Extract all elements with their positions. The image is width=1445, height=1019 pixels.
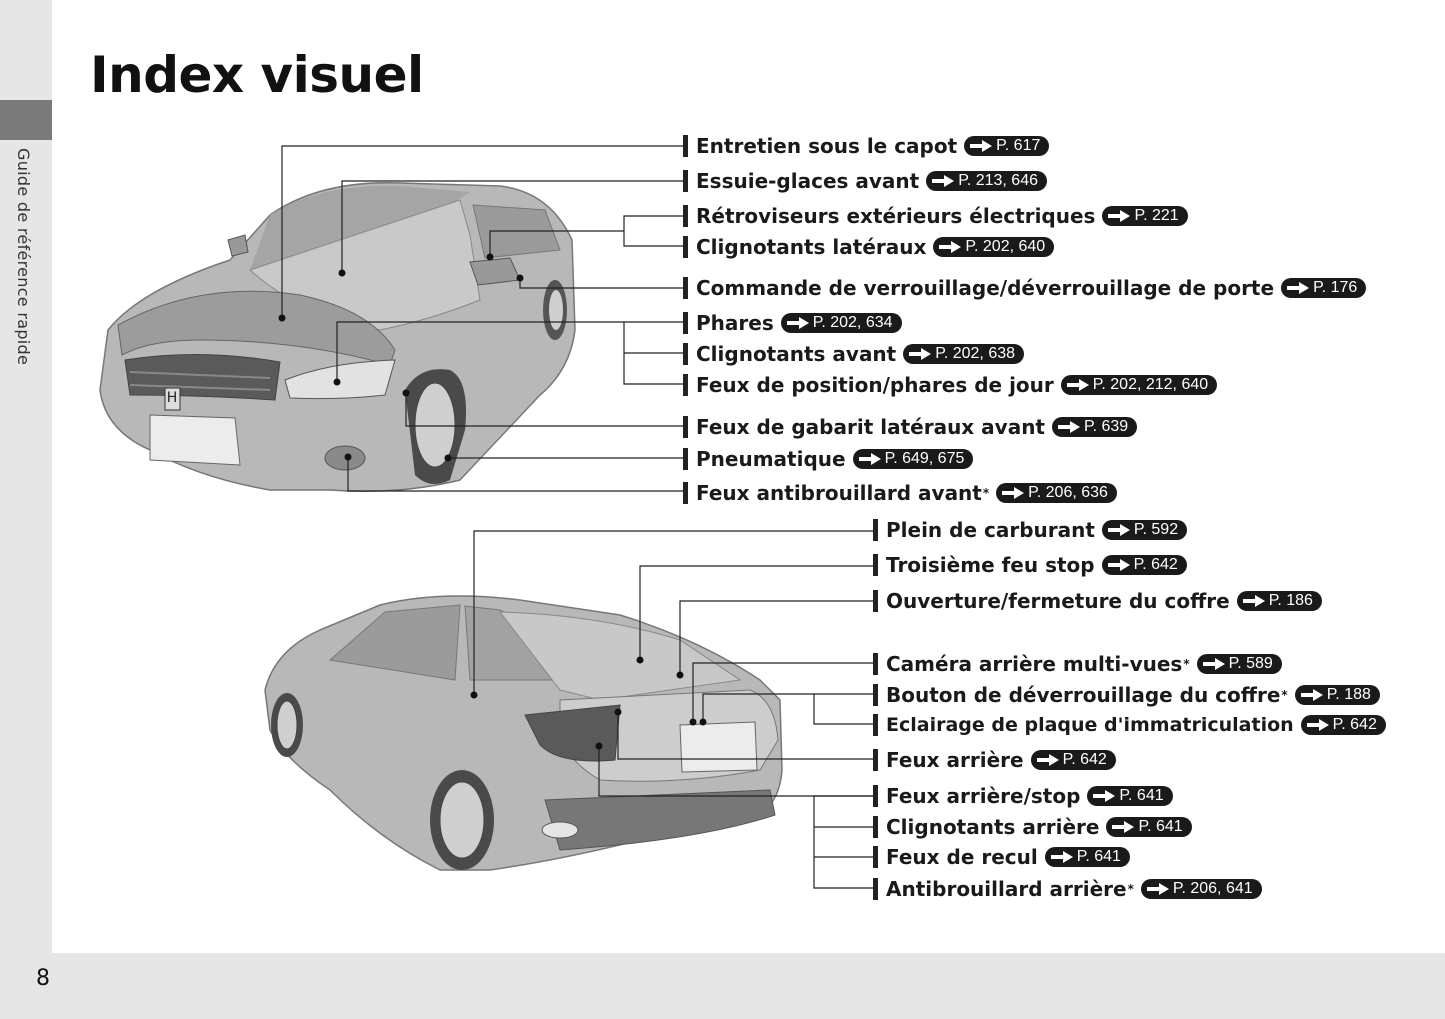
arrow-right-icon — [786, 316, 810, 330]
page-reference-text: P. 206, 641 — [1172, 880, 1253, 897]
label-text: Phares — [696, 311, 774, 335]
label-text: Plein de carburant — [886, 518, 1095, 542]
arrow-right-icon — [1202, 657, 1226, 671]
page-reference-link[interactable] — [996, 483, 1117, 503]
page-reference-text: P. 617 — [996, 137, 1041, 154]
label-bar — [683, 343, 688, 365]
page-reference-text: P. 206, 636 — [1028, 484, 1108, 501]
label-headlights[interactable] — [683, 310, 902, 336]
arrow-right-icon — [969, 139, 993, 153]
optional-asterisk: * — [1183, 657, 1190, 671]
label-rear-turn-signals[interactable] — [873, 814, 1192, 840]
label-rear-brake-lights[interactable] — [873, 783, 1173, 809]
label-text: Troisième feu stop — [886, 553, 1095, 577]
label-power-mirrors[interactable] — [683, 203, 1188, 229]
label-bar — [873, 714, 878, 736]
label-license-plate-light[interactable] — [873, 712, 1386, 738]
label-bar — [873, 785, 878, 807]
label-text: Clignotants latéraux — [696, 235, 927, 259]
page-reference-text: P. 202, 634 — [812, 314, 893, 331]
label-text: Entretien sous le capot — [696, 134, 958, 158]
rear-car-illustration — [265, 596, 782, 870]
label-front-wipers[interactable] — [683, 168, 1047, 194]
label-text: Clignotants arrière — [886, 815, 1100, 839]
label-refueling[interactable] — [873, 517, 1187, 543]
arrow-right-icon — [1107, 209, 1131, 223]
label-text: Feux de recul — [886, 845, 1038, 869]
page-reference-link[interactable] — [1102, 555, 1187, 575]
page-reference-link[interactable] — [1295, 685, 1380, 705]
label-bar — [683, 277, 688, 299]
label-bar — [873, 590, 878, 612]
label-side-turn-signals[interactable] — [683, 234, 1054, 260]
label-bar — [683, 448, 688, 470]
page-reference-link[interactable] — [1045, 847, 1130, 867]
page-reference-link[interactable] — [933, 237, 1054, 257]
page-reference-text: P. 639 — [1084, 418, 1129, 435]
label-bar — [873, 684, 878, 706]
optional-asterisk: * — [1127, 882, 1134, 896]
page-reference-link[interactable] — [1087, 786, 1172, 806]
label-front-fog-lights[interactable] — [683, 480, 1117, 506]
page-reference-link[interactable] — [1301, 715, 1386, 735]
label-bar — [683, 312, 688, 334]
label-rear-camera[interactable] — [873, 651, 1282, 677]
label-bar — [683, 416, 688, 438]
label-reverse-lights[interactable] — [873, 844, 1130, 870]
arrow-right-icon — [1107, 558, 1131, 572]
label-bar — [873, 878, 878, 900]
label-bar — [873, 519, 878, 541]
page-reference-link[interactable] — [1031, 750, 1116, 770]
label-underhood-maintenance[interactable] — [683, 133, 1049, 159]
page-reference-text: P. 642 — [1332, 716, 1377, 733]
page-reference-link[interactable] — [853, 449, 974, 469]
page-reference-link[interactable] — [1237, 591, 1322, 611]
label-trunk-release-button[interactable] — [873, 682, 1380, 708]
label-text: Caméra arrière multi-vues — [886, 652, 1183, 676]
label-tires[interactable] — [683, 446, 973, 472]
page-reference-link[interactable] — [1102, 520, 1187, 540]
page-reference-text: P. 592 — [1133, 521, 1179, 538]
page-reference-text: P. 221 — [1134, 207, 1179, 224]
arrow-right-icon — [1300, 688, 1324, 702]
label-text: Feux de position/phares de jour — [696, 373, 1054, 397]
arrow-right-icon — [931, 174, 955, 188]
label-text: Essuie-glaces avant — [696, 169, 920, 193]
label-bar — [683, 205, 688, 227]
page-reference-link[interactable] — [926, 171, 1047, 191]
footer-band — [0, 953, 1445, 1019]
arrow-right-icon — [1057, 420, 1081, 434]
page-reference-link[interactable] — [781, 313, 902, 333]
page-reference-text: P. 213, 646 — [958, 172, 1038, 189]
label-text: Feux de gabarit latéraux avant — [696, 415, 1045, 439]
page-reference-text: P. 186 — [1268, 592, 1313, 609]
label-text: Feux antibrouillard avant — [696, 481, 982, 505]
optional-asterisk: * — [1281, 688, 1288, 702]
arrow-right-icon — [1066, 378, 1090, 392]
label-bar — [683, 135, 688, 157]
label-third-brake-light[interactable] — [873, 552, 1187, 578]
page-reference-link[interactable] — [1281, 278, 1366, 298]
label-bar — [683, 482, 688, 504]
optional-asterisk: * — [982, 486, 990, 500]
label-text: Feux arrière/stop — [886, 784, 1081, 808]
arrow-right-icon — [1242, 594, 1266, 608]
label-bar — [873, 816, 878, 838]
page-title: Index visuel — [90, 46, 424, 104]
page-number: 8 — [36, 966, 50, 991]
arrow-right-icon — [858, 452, 882, 466]
page-reference-text: P. 649, 675 — [884, 450, 965, 467]
page-reference-link[interactable] — [1102, 206, 1187, 226]
arrow-right-icon — [1146, 882, 1170, 896]
label-front-turn-signals[interactable] — [683, 341, 1024, 367]
label-text: Pneumatique — [696, 447, 846, 471]
page-reference-text: P. 202, 640 — [965, 238, 1046, 255]
page-reference-text: P. 176 — [1313, 279, 1358, 296]
page-reference-link[interactable] — [903, 344, 1024, 364]
page-reference-link[interactable] — [1061, 375, 1217, 395]
arrow-right-icon — [938, 240, 962, 254]
arrow-right-icon — [1036, 753, 1060, 767]
page-reference-text: P. 202, 638 — [935, 345, 1016, 362]
label-position-drl[interactable] — [683, 372, 1217, 398]
label-front-side-markers[interactable] — [683, 414, 1137, 440]
label-text: Commande de verrouillage/déverrouillage de porte — [696, 276, 1275, 300]
page-reference-text: P. 202, 212, 640 — [1092, 376, 1209, 393]
side-section-label: Guide de référence rapide — [14, 148, 33, 366]
arrow-right-icon — [1286, 281, 1310, 295]
label-bar — [873, 846, 878, 868]
label-bar — [873, 554, 878, 576]
arrow-right-icon — [1001, 486, 1025, 500]
page-reference-link[interactable] — [1141, 879, 1262, 899]
arrow-right-icon — [1092, 789, 1116, 803]
label-text: Antibrouillard arrière — [886, 877, 1127, 901]
label-rear-lights[interactable] — [873, 747, 1116, 773]
page-reference-text: P. 188 — [1326, 686, 1371, 703]
page-reference-text: P. 642 — [1062, 751, 1107, 768]
label-text: Bouton de déverrouillage du coffre — [886, 683, 1281, 707]
label-text: Rétroviseurs extérieurs électriques — [696, 204, 1096, 228]
label-text: Eclairage de plaque d'immatriculation — [886, 714, 1294, 736]
page-reference-text: P. 642 — [1133, 556, 1178, 573]
svg-text:H: H — [166, 390, 178, 406]
arrow-right-icon — [1306, 718, 1330, 732]
page-reference-text: P. 641 — [1076, 848, 1121, 865]
label-text: Clignotants avant — [696, 342, 897, 366]
label-bar — [683, 374, 688, 396]
label-rear-fog-light[interactable] — [873, 876, 1262, 902]
label-bar — [683, 236, 688, 258]
page-reference-link[interactable] — [1106, 817, 1191, 837]
page-reference-link[interactable] — [964, 136, 1049, 156]
page-reference-link[interactable] — [1052, 417, 1137, 437]
page-reference-text: P. 641 — [1138, 818, 1183, 835]
label-text: Feux arrière — [886, 748, 1024, 772]
arrow-right-icon — [908, 347, 932, 361]
page-reference-text: P. 589 — [1228, 655, 1273, 672]
page-reference-link[interactable] — [1197, 654, 1282, 674]
label-bar — [873, 749, 878, 771]
page-reference-text: P. 641 — [1119, 787, 1164, 804]
label-bar — [683, 170, 688, 192]
arrow-right-icon — [1107, 523, 1131, 537]
label-door-lock-control[interactable] — [683, 275, 1366, 301]
arrow-right-icon — [1111, 820, 1135, 834]
label-text: Ouverture/fermeture du coffre — [886, 589, 1230, 613]
label-trunk-open-close[interactable] — [873, 588, 1322, 614]
arrow-right-icon — [1050, 850, 1074, 864]
label-bar — [873, 653, 878, 675]
